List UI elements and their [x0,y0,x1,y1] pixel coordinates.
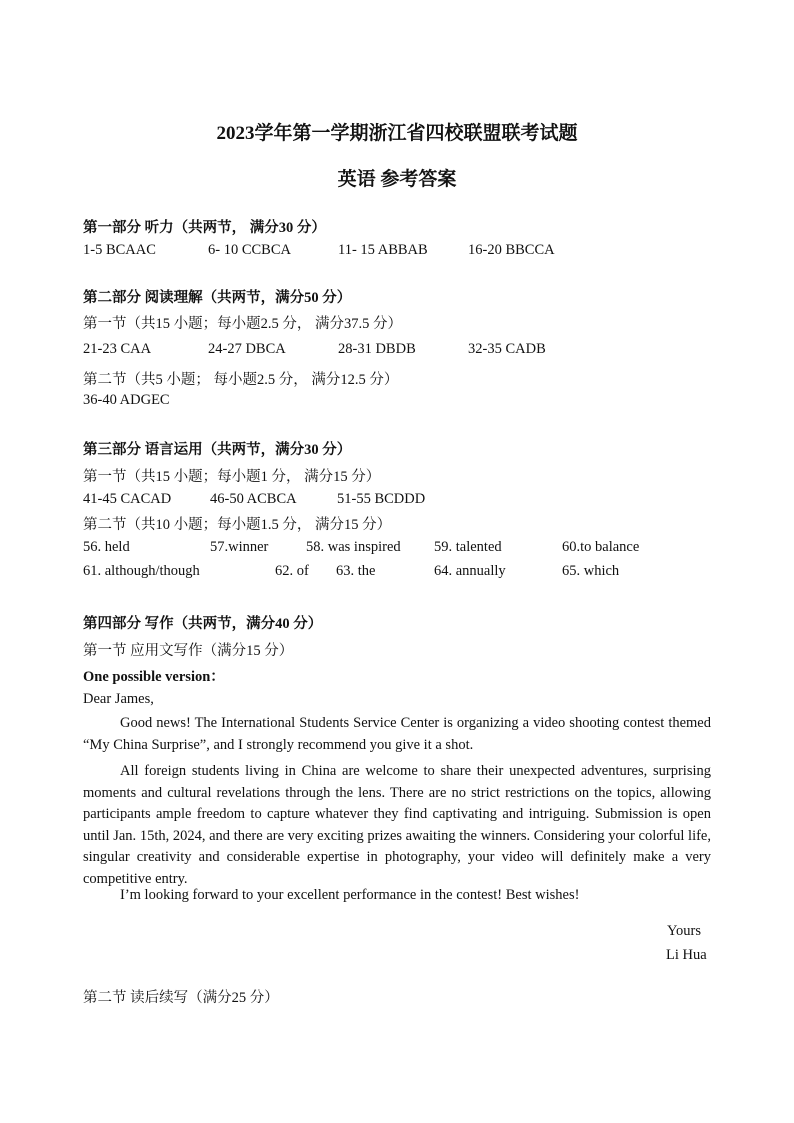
blank-64: 64. annually [434,563,506,579]
blank-62: 62. of [275,563,309,579]
letter-paragraph-2: All foreign students living in China are welcome to share their unexpected adventures, surprising moments and cultural revelations through the lens. There are no strict restrictions on the topics, allowing participants ample freedom to capture whatever they find captivating and intriguing. Submission is open until Jan. 15th, 2024, and there are very exciting prizes awaiting the winners. Considering your colorful life, singular creativity and considerable expertise in photography, your video will definitely make a very competitive entry. [83,763,711,887]
part2-section1-label: 第一节（共15 小题；每小题2.5 分， 满分37.5 分） [83,316,402,332]
part3-answer-1: 41-45 CACAD [83,491,172,507]
part1-answer-2: 6- 10 CCBCA [208,242,291,258]
part1-answer-3: 11- 15 ABBAB [338,242,428,258]
letter-signature: Li Hua [666,947,707,963]
part2-answer-3: 28-31 DBDB [338,341,416,357]
letter-greeting: Dear James, [83,691,154,707]
part3-section1-label: 第一节（共15 小题；每小题1 分， 满分15 分） [83,469,381,485]
part2-heading: 第二部分 阅读理解（共两节，满分50 分） [83,290,352,306]
part2-section2-label: 第二节（共5 小题； 每小题2.5 分， 满分12.5 分） [83,372,399,388]
part3-answer-2: 46-50 ACBCA [210,491,297,507]
part3-heading: 第三部分 语言运用（共两节，满分30 分） [83,442,352,458]
blank-65: 65. which [562,563,620,579]
blank-59: 59. talented [434,539,502,555]
part4-section2-label: 第二节 读后续写（满分25 分） [83,990,279,1006]
part1-answer-1: 1-5 BCAAC [83,242,156,258]
version-label: One possible version： [83,669,225,685]
blank-58: 58. was inspired [306,539,401,555]
blank-56: 56. held [83,539,130,555]
part2-answer-1: 21-23 CAA [83,341,152,357]
part4-heading: 第四部分 写作（共两节，满分40 分） [83,616,323,632]
part1-answer-4: 16-20 BBCCA [468,242,555,258]
blank-60: 60.to balance [562,539,640,555]
part4-section1-label: 第一节 应用文写作（满分15 分） [83,643,294,659]
part2-section2-answer: 36-40 ADGEC [83,392,170,408]
part2-answer-4: 32-35 CADB [468,341,546,357]
document-title: 2023学年第一学期浙江省四校联盟联考试题 [216,123,578,144]
part3-answer-3: 51-55 BCDDD [337,491,426,507]
letter-paragraph-3: I’m looking forward to your excellent performance in the contest! Best wishes! [120,887,580,903]
part3-section2-label: 第二节（共10 小题；每小题1.5 分， 满分15 分） [83,517,392,533]
part2-answer-2: 24-27 DBCA [208,341,286,357]
part1-heading: 第一部分 听力（共两节， 满分30 分） [83,220,326,236]
blank-63: 63. the [336,563,376,579]
letter-closing: Yours [667,923,701,939]
blank-61: 61. although/though [83,563,200,579]
letter-paragraph-1: Good news! The International Students Service Center is organizing a video shooting contest themed “My China Surprise”, and I strongly recommend you give it a shot. [83,715,711,753]
document-subtitle: 英语 参考答案 [337,169,457,190]
blank-57: 57.winner [210,539,269,555]
